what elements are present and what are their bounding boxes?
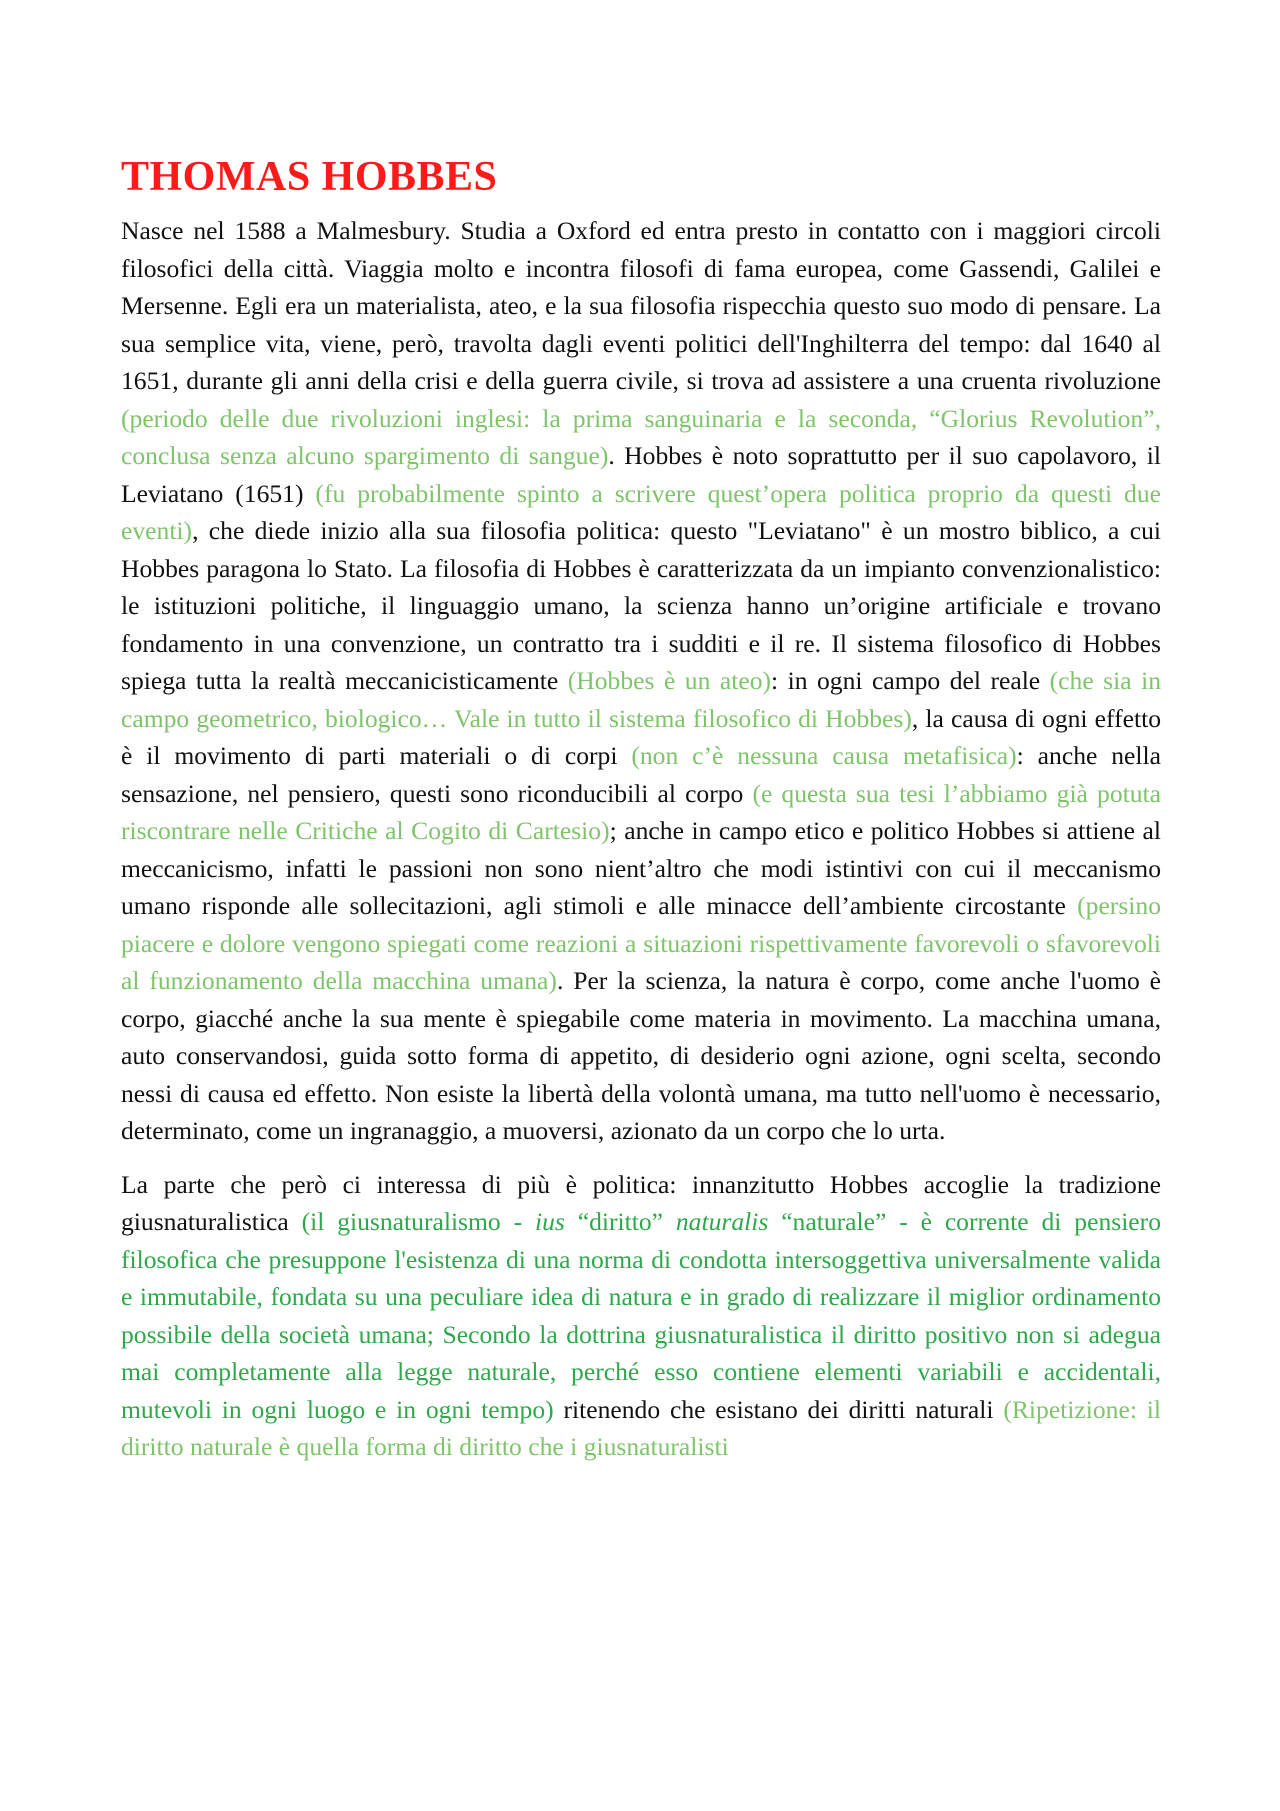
aside-note: “diritto” — [564, 1207, 676, 1236]
text-run: . Hobbes è noto soprattutto per il suo capolavoro, il Leviatano (1651) — [121, 441, 1161, 508]
aside-note: “naturale” - è corrente di pensiero filosofica che presuppone l'esistenza di una norma di condotta intersoggettiva universalmente valida e immutabile, fondata su una peculiare idea di natura e in grado di realizzare il miglior ordinamento possibile della società umana; Secondo la dottrina giusnaturalistica il diritto positivo non si adegua mai completamente alla legge naturale, perché esso contiene elementi variabili e accidentali, mutevoli in ogni luogo e in ogni tempo) — [121, 1207, 1161, 1424]
aside-note: (persino piacere e dolore vengono spiegati come reazioni a situazioni rispettivamente favorevoli o sfavorevoli al funzionamento della macchina umana) — [121, 891, 1161, 995]
aside-note: (fu probabilmente spinto a scrivere quest’opera politica proprio da questi due eventi) — [121, 478, 1162, 545]
page-title: THOMAS HOBBES — [121, 154, 498, 200]
text-run: : in ogni campo del reale — [771, 666, 1050, 695]
text-run: La parte che però ci interessa di più è politica: innanzitutto Hobbes accoglie la tradizione giusnaturalistica — [121, 1169, 1161, 1236]
term-ius: ius — [534, 1207, 565, 1236]
aside-note: (e questa sua tesi l’abbiamo già potuta riscontrare nelle Critiche al Cogito di Cartesio) — [121, 778, 1161, 845]
aside-note: (che sia in campo geometrico, biologico… Vale in tutto il sistema filosofico di Hobbes) — [121, 666, 1161, 733]
aside-note: (Hobbes è un ateo) — [567, 666, 772, 695]
text-run: ritenendo che esistano dei diritti naturali — [553, 1394, 1004, 1424]
text-run: Nasce nel 1588 a Malmesbury. Studia a Oxford ed entra presto in contatto con i maggiori circoli filosofici della città. Viaggia molto e incontra filosofi di fama europea, come Gassendi, Galilei e Mersenne. Egli era un materialista, ateo, e la sua filosofia rispecchia questo suo modo di pensare. La sua semplice vita, viene, però, travolta dagli eventi politici dell'Inghilterra del tempo: dal 1640 al 1651, durante gli anni della crisi e della guerra civile, si trova ad assistere a una cruenta rivoluzione — [121, 216, 1161, 395]
text-run: : anche nella sensazione, nel pensiero, questi sono riconducibili al corpo — [121, 741, 1161, 808]
paragraph-biography — [121, 212, 1161, 1150]
text-run: , la causa di ogni effetto è il movimento di parti materiali o di corpi — [121, 703, 1161, 770]
text-run: , che diede inizio alla sua filosofia politica: questo "Leviatano" è un mostro biblico, a cui Hobbes paragona lo Stato. La filosofia di Hobbes è caratterizzata da un impianto convenzionalistico: le istituzioni politiche, il linguaggio umano, la scienza hanno un’origine artificiale e trovano fondamento in una convenzione, un contratto tra i sudditi e il re. Il sistema filosofico di Hobbes spiega tutta la realtà meccanicisticamente — [121, 516, 1161, 695]
aside-note: (il giusnaturalismo - — [301, 1207, 535, 1236]
aside-note: (periodo delle due rivoluzioni inglesi: la prima sanguinaria e la seconda, “Glorius Revolution”, conclusa senza alcuno spargimento di sangue) — [121, 403, 1161, 470]
term-naturalis: naturalis — [675, 1207, 769, 1236]
aside-note: (non c’è nessuna causa metafisica) — [631, 741, 1017, 770]
document-page — [121, 152, 1161, 1466]
aside-note: (Ripetizione: il diritto naturale è quella forma di diritto che i giusnaturalisti — [121, 1394, 1161, 1461]
paragraph-politics — [121, 1166, 1161, 1466]
text-run: ; anche in campo etico e politico Hobbes si attiene al meccanicismo, infatti le passioni non sono nient’altro che modi istintivi con cui il meccanismo umano risponde alle sollecitazioni, agli stimoli e alle minacce dell’ambiente circostante — [121, 816, 1161, 920]
text-run: . Per la scienza, la natura è corpo, come anche l'uomo è corpo, giacché anche la sua mente è spiegabile come materia in movimento. La macchina umana, auto conservandosi, guida sotto forma di appetito, di desiderio ogni azione, ogni scelta, secondo nessi di causa ed effetto. Non esiste la libertà della volontà umana, ma tutto nell'uomo è necessario, determinato, come un ingranaggio, a muoversi, azionato da un corpo che lo urta. — [121, 966, 1161, 1145]
